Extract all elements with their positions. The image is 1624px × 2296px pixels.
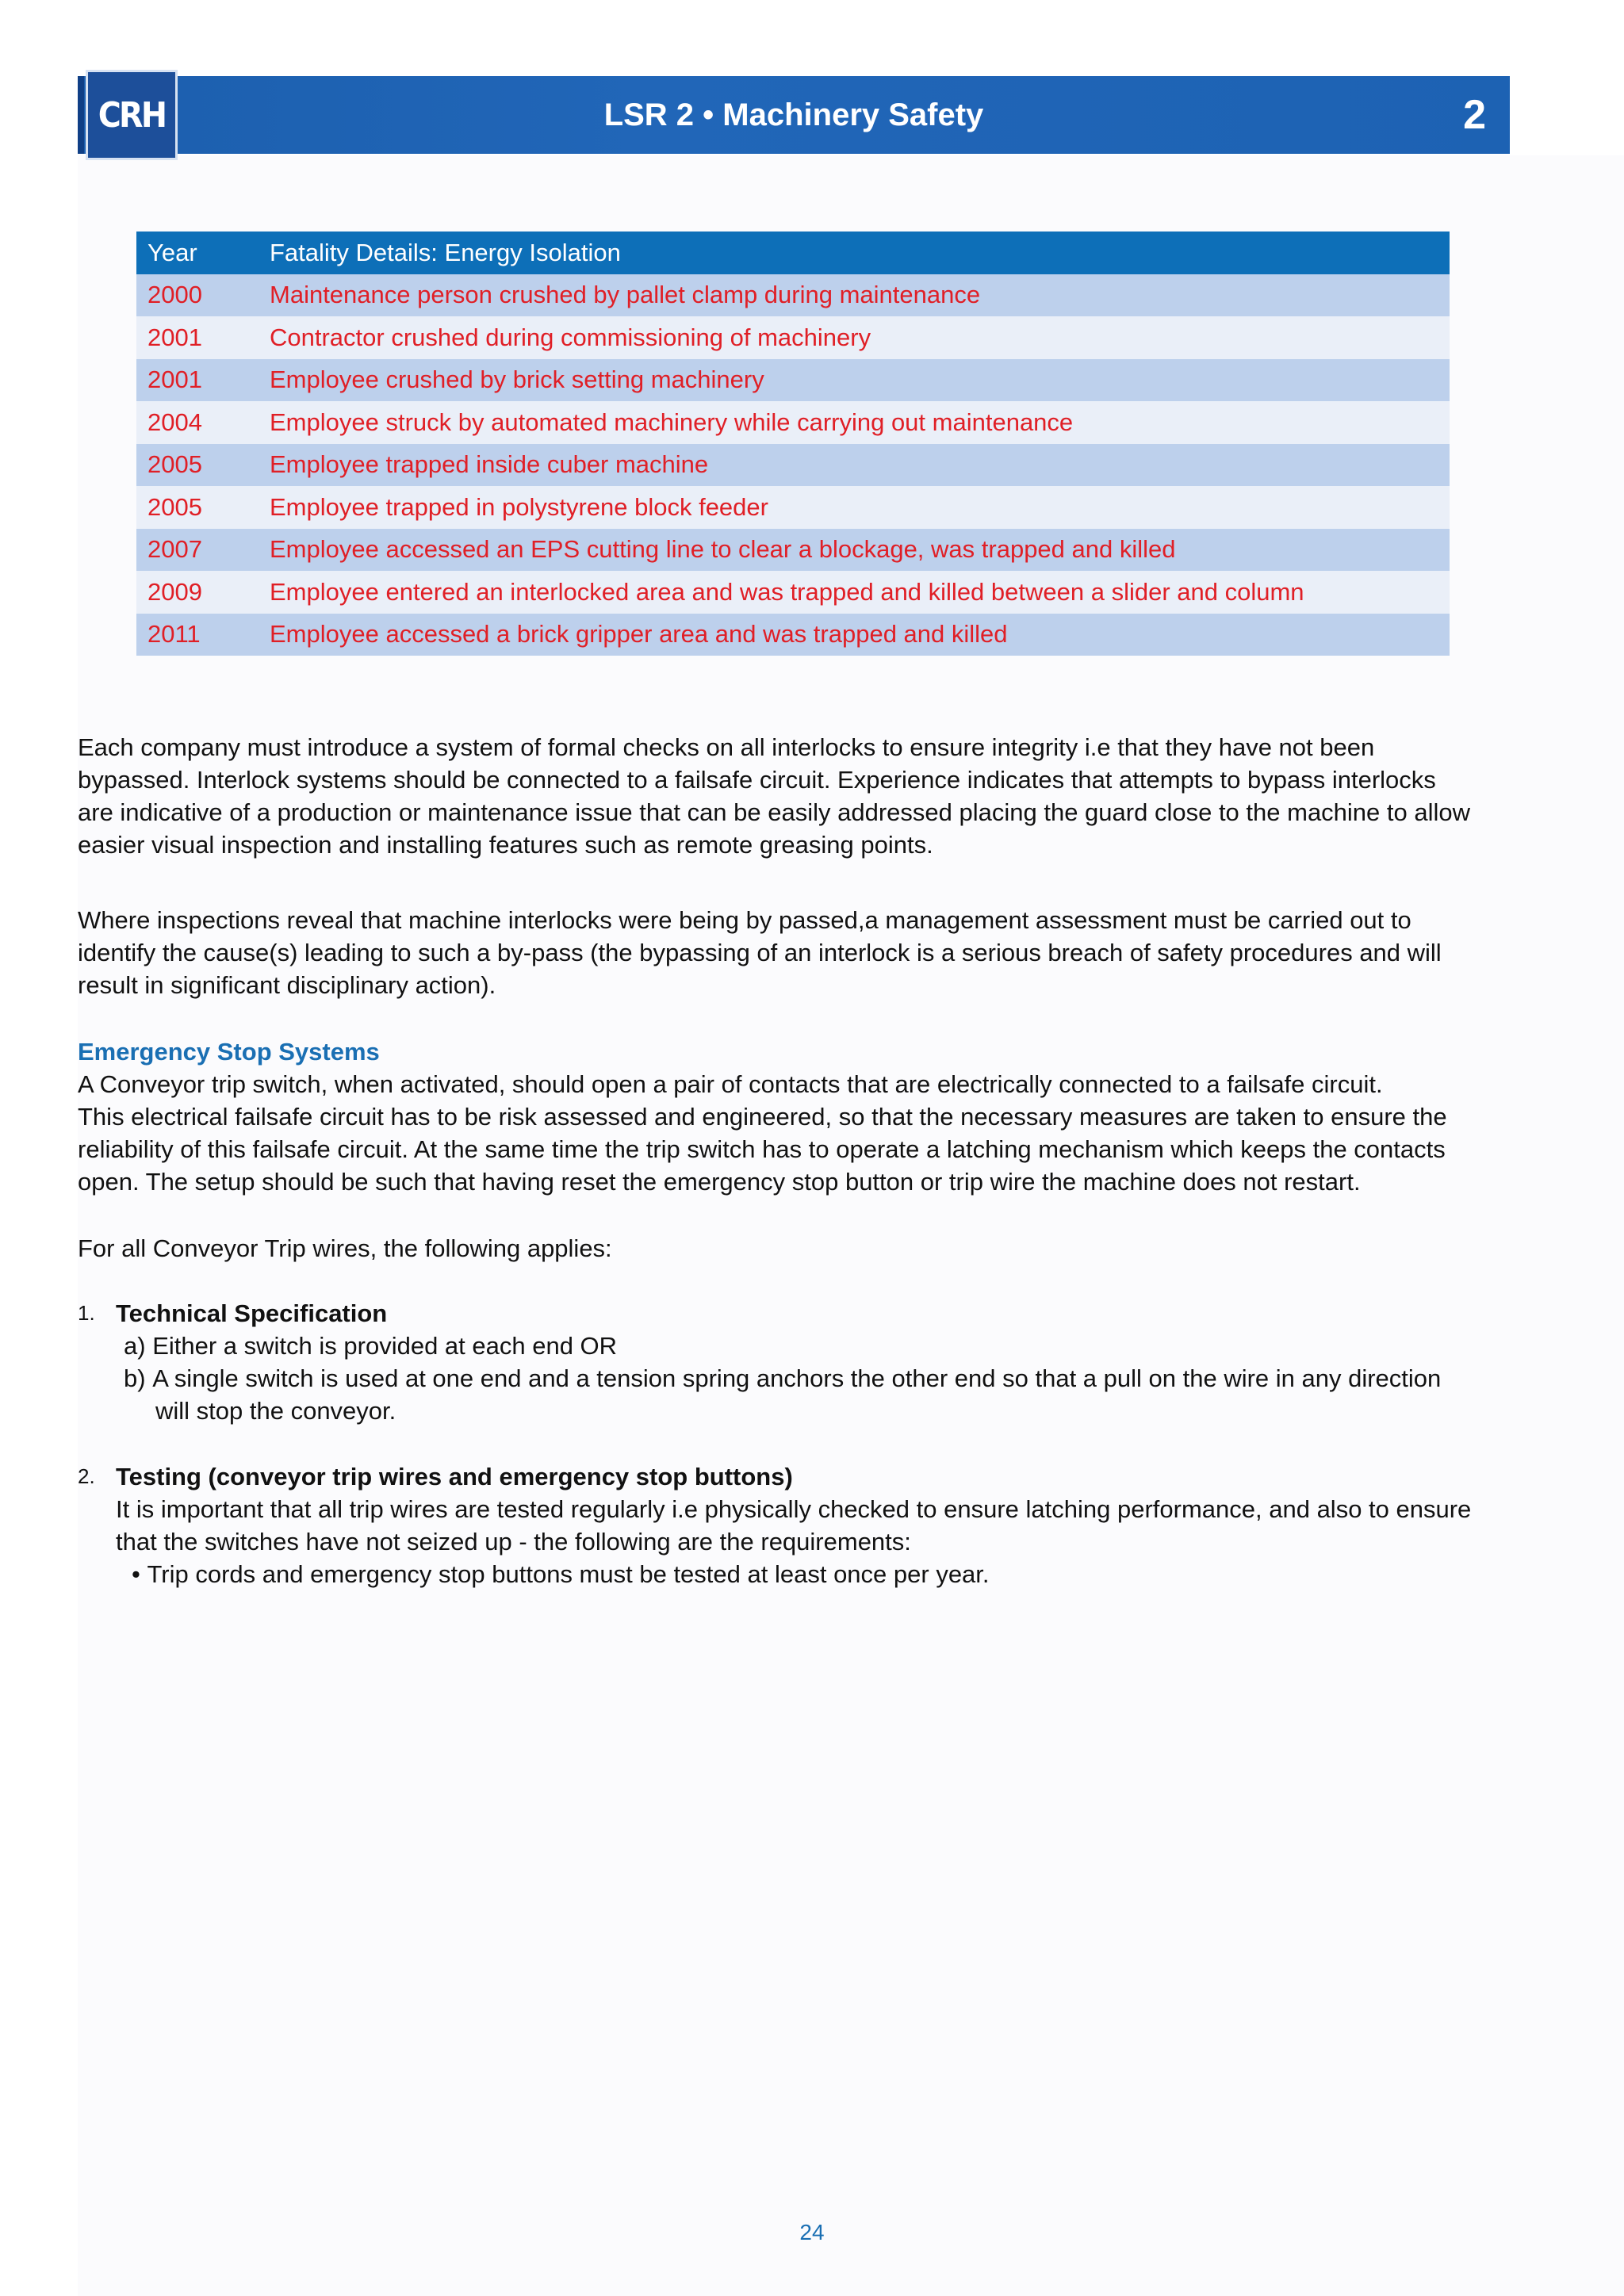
year-cell: 2001	[136, 316, 259, 359]
sub-item-label: a)	[124, 1332, 146, 1360]
bullet-glyph: •	[132, 1560, 140, 1588]
paragraph-line: It is important that all trip wires are tested regularly i.e physically checked to ensure latching performance, and also to ensure	[116, 1495, 1472, 1523]
table-row	[136, 529, 1450, 572]
year-cell: 2011	[136, 614, 259, 656]
details-cell: Employee trapped inside cuber machine	[259, 444, 1450, 487]
paragraph-line: Each company must introduce a system of formal checks on all interlocks to ensure integrity i.e that they have not been	[78, 733, 1375, 761]
sub-item-b-continued: will stop the conveyor.	[155, 1397, 396, 1425]
paragraph-line: bypassed. Interlock systems should be connected to a failsafe circuit. Experience indicates that attempts to bypass interlocks	[78, 766, 1436, 794]
table-row	[136, 401, 1450, 444]
paragraph-line: easier visual inspection and installing features such as remote greasing points.	[78, 831, 933, 859]
table-row	[136, 486, 1450, 529]
list-number: 2.	[78, 1464, 95, 1488]
list-item-title: Technical Specification	[116, 1299, 388, 1327]
sub-item-text: A single switch is used at one end and a tension spring anchors the other end so that a pull on the wire in any direction	[152, 1364, 1442, 1392]
details-cell: Employee accessed an EPS cutting line to clear a blockage, was trapped and killed	[259, 529, 1450, 572]
sub-item-text: Either a switch is provided at each end OR	[152, 1332, 618, 1360]
sub-item-label: b)	[124, 1364, 146, 1392]
paragraph-line: This electrical failsafe circuit has to be risk assessed and engineered, so that the necessary measures are taken to ensure the	[78, 1103, 1447, 1131]
bullet-text: Trip cords and emergency stop buttons must be tested at least once per year.	[147, 1560, 990, 1588]
page-title: LSR 2 • Machinery Safety	[603, 98, 984, 132]
table-row	[136, 614, 1450, 656]
list-number: 1.	[78, 1301, 95, 1325]
details-cell: Employee trapped in polystyrene block feeder	[259, 486, 1450, 529]
year-cell: 2007	[136, 529, 259, 572]
section-number: 2	[1463, 92, 1486, 138]
logo-text: CRH	[98, 94, 166, 136]
table-row	[136, 571, 1450, 614]
list-item-title: Testing (conveyor trip wires and emergency stop buttons)	[116, 1463, 793, 1490]
column-header-details: Fatality Details: Energy Isolation	[259, 232, 1450, 274]
sub-item-b	[78, 1362, 1513, 1395]
sub-item-a	[78, 1330, 1513, 1362]
crh-logo	[86, 70, 178, 160]
table-row	[136, 359, 1450, 402]
bypass-assessment-paragraph	[78, 904, 1513, 1001]
year-cell: 2005	[136, 486, 259, 529]
bullet-item	[78, 1558, 1513, 1590]
paragraph-line: that the switches have not seized up - the following are the requirements:	[116, 1528, 911, 1556]
fatality-table	[136, 232, 1450, 656]
page-number: 24	[799, 2220, 825, 2244]
table-row	[136, 274, 1450, 317]
details-cell: Employee crushed by brick setting machinery	[259, 359, 1450, 402]
details-cell: Employee accessed a brick gripper area and was trapped and killed	[259, 614, 1450, 656]
list-item-testing	[78, 1460, 1513, 1590]
emergency-stop-section	[78, 1035, 1513, 1198]
year-cell: 2004	[136, 401, 259, 444]
year-cell: 2009	[136, 571, 259, 614]
table-header-row	[136, 232, 1450, 274]
header-bar	[78, 76, 1510, 154]
paragraph-line: result in significant disciplinary action).	[78, 971, 496, 999]
details-cell: Employee entered an interlocked area and was trapped and killed between a slider and column	[259, 571, 1450, 614]
details-cell: Maintenance person crushed by pallet clamp during maintenance	[259, 274, 1450, 317]
paragraph-line: Where inspections reveal that machine interlocks were being by passed,a management assessment must be carried out to	[78, 906, 1411, 934]
column-header-year: Year	[136, 232, 259, 274]
paragraph-line: identify the cause(s) leading to such a by-pass (the bypassing of an interlock is a serious breach of safety procedures and will	[78, 939, 1442, 966]
section-heading: Emergency Stop Systems	[78, 1038, 380, 1066]
year-cell: 2005	[136, 444, 259, 487]
year-cell: 2001	[136, 359, 259, 402]
paragraph-line: A Conveyor trip switch, when activated, should open a pair of contacts that are electrically connected to a failsafe circuit.	[78, 1070, 1383, 1098]
paragraph-line: are indicative of a production or maintenance issue that can be easily addressed placing the guard close to the machine to allow	[78, 798, 1471, 826]
paragraph-line: open. The setup should be such that having reset the emergency stop button or trip wire the machine does not restart.	[78, 1168, 1361, 1196]
table-row	[136, 316, 1450, 359]
interlock-checks-paragraph	[78, 731, 1513, 861]
details-cell: Contractor crushed during commissioning of machinery	[259, 316, 1450, 359]
details-cell: Employee struck by automated machinery while carrying out maintenance	[259, 401, 1450, 444]
list-item-technical-specification	[78, 1297, 1513, 1427]
paragraph-line: For all Conveyor Trip wires, the following applies:	[78, 1234, 612, 1262]
paragraph-line: reliability of this failsafe circuit. At the same time the trip switch has to operate a latching mechanism which keeps the contacts	[78, 1135, 1446, 1163]
year-cell: 2000	[136, 274, 259, 317]
trip-wires-intro	[78, 1232, 1513, 1265]
table-row	[136, 444, 1450, 487]
